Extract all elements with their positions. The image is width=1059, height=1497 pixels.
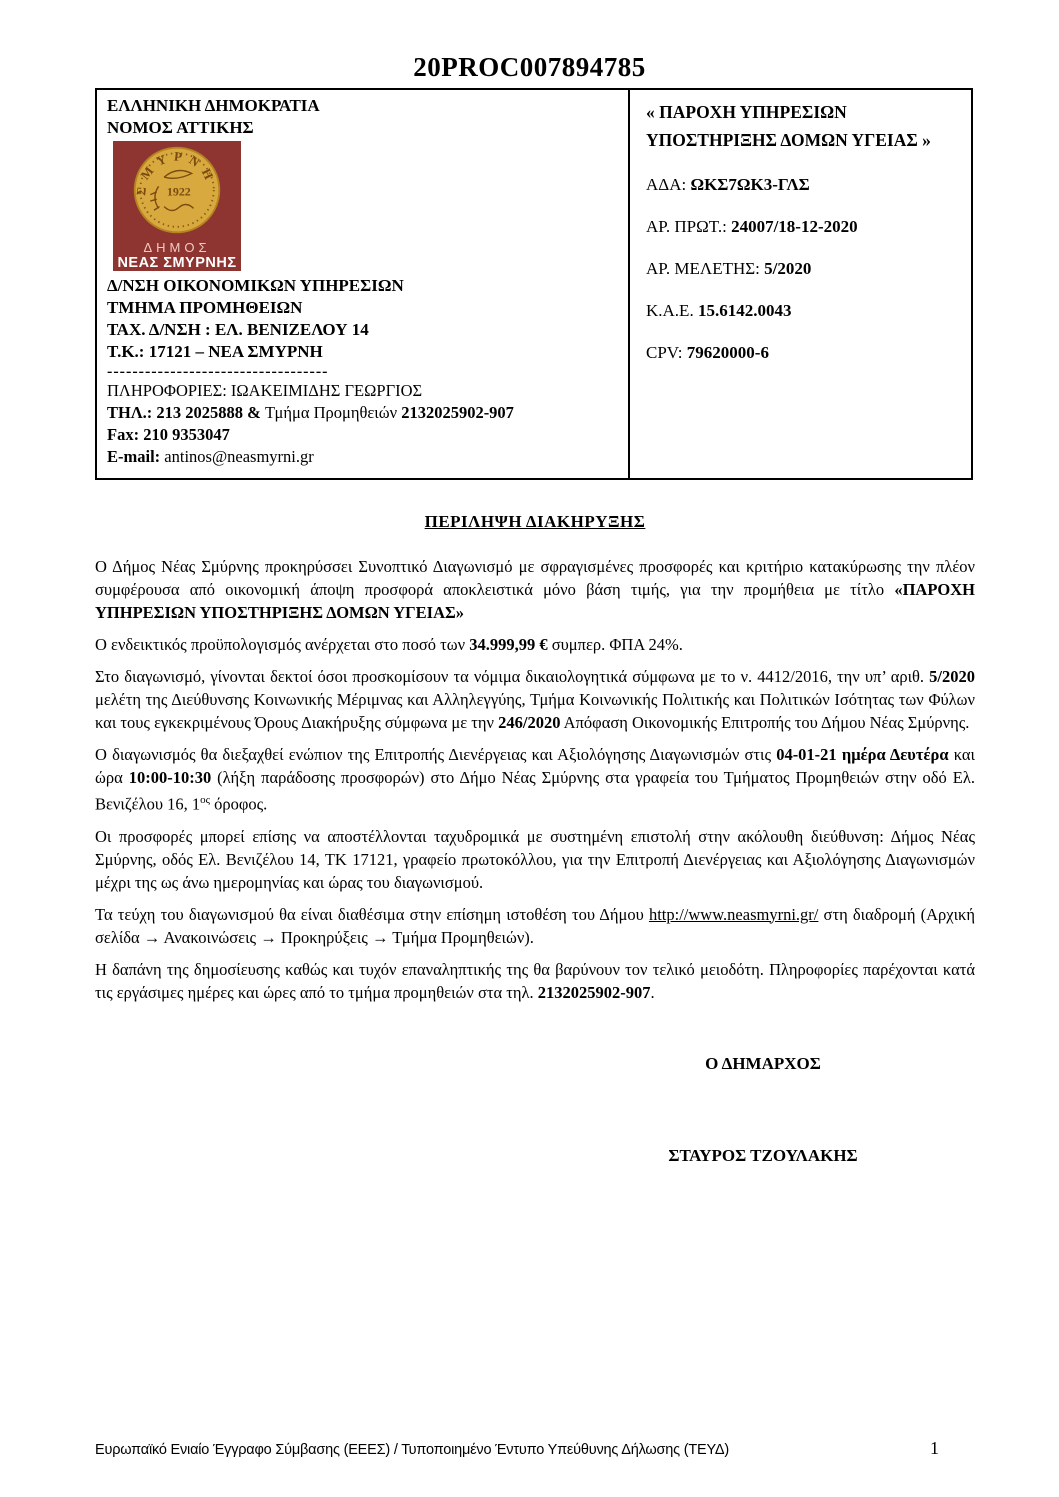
- department-line-1: Δ/ΝΣΗ ΟΙΚΟΝΟΜΙΚΩΝ ΥΠΗΡΕΣΙΩΝ: [107, 276, 404, 295]
- email-line: [107, 446, 618, 468]
- signatory-name: ΣΤΑΥΡΟΣ ΤΖΟΥΛΑΚΗΣ: [668, 1145, 858, 1165]
- text-segment: συμπερ. ΦΠΑ 24%.: [547, 635, 683, 654]
- text-segment: .: [650, 982, 655, 1002]
- ada-value: ΩΚΣ7ΩΚ3-ΓΛΣ: [690, 175, 810, 194]
- text-segment: ΤΗΛ.: 213 2025888 &: [107, 403, 266, 422]
- ada-label: ΑΔΑ:: [646, 175, 691, 194]
- municipality-logo: [113, 141, 241, 271]
- cpv-field: [646, 342, 957, 364]
- text-segment: Οι προσφορές μπορεί επίσης να αποστέλλονται ταχυδρομικά με συστημένη επιστολή στην ακόλουθη διεύθυνση: Δήμος Νέας Σμύρνης, οδός Ελ. Βενιζέλου 14, ΤΚ 17121, γραφείο πρωτοκόλλου, για την Επιτροπή Διενέργειας και Αξιολόγησης Διαγωνισμών μέχρι της ως άνω ημερομηνίας και ώρας του διαγωνισμού.: [95, 826, 975, 892]
- page-footer: [95, 1438, 975, 1459]
- text-segment: (λήξη παράδοσης προσφορών) στο Δήμο Νέας Σμύρνης στα γραφεία του Τμήματος Προμηθειών στην οδό Ελ. Βενιζέλου 16, 1: [95, 768, 975, 814]
- paragraph-announcement: [95, 555, 975, 624]
- kae-value: 15.6142.0043: [697, 301, 792, 320]
- text-segment: και ώρα: [95, 745, 975, 787]
- cpv-value: 79620000-6: [686, 343, 769, 362]
- paragraph-publication-cost: [95, 958, 975, 1004]
- postal-code-line: Τ.Κ.: 17121 – ΝΕΑ ΣΜΥΡΝΗ: [107, 342, 323, 361]
- signatory-title: Ο ΔΗΜΑΡΧΟΣ: [705, 1053, 821, 1073]
- protocol-value: 24007/18-12-2020: [731, 217, 858, 236]
- text-segment: Απόφαση Οικονομικής Επιτροπής του Δήμου Νέας Σμύρνης.: [560, 713, 970, 732]
- signature-block: [598, 1054, 928, 1166]
- text-segment: Τμήμα Προμηθειών: [265, 403, 402, 422]
- cpv-label: CPV:: [646, 343, 687, 362]
- text-segment: 10:00-10:30: [128, 768, 212, 787]
- paragraph-mail-submission: [95, 825, 975, 894]
- text-segment: Στο διαγωνισμό, γίνονται δεκτοί όσοι προσκομίσουν τα νόμιμα δικαιολογητικά σύμφωνα με το ν. 4412/2016, την υπ’ αριθ.: [95, 667, 930, 686]
- header-left-cell: [97, 90, 630, 478]
- tender-subject: [646, 98, 957, 154]
- authority-line-1: ΕΛΛΗΝΙΚΗ ΔΗΜΟΚΡΑΤΙΑ: [107, 96, 320, 115]
- contact-person-line: ΠΛΗΡΟΦΟΡΙΕΣ: ΙΩΑΚΕΙΜΙΔΗΣ ΓΕΩΡΓΙΟΣ: [107, 381, 423, 400]
- content-area: [95, 88, 975, 1166]
- tender-subject-line-2: ΥΠΟΣΤΗΡΙΞΗΣ ΔΟΜΩΝ ΥΓΕΙΑΣ »: [646, 130, 931, 150]
- header-right-cell: [630, 90, 971, 478]
- coin-emblem-icon: [131, 144, 223, 236]
- text-segment: 2132025902-907: [537, 982, 651, 1002]
- page-number: 1: [930, 1438, 939, 1458]
- paragraph-documents-online: [95, 903, 975, 949]
- kae-field: [646, 300, 957, 322]
- body-text: [95, 555, 975, 1004]
- dashed-divider: -----------------------------------: [107, 363, 329, 380]
- text-segment: «ΠΑΡΟΧΗ ΥΠΗΡΕΣΙΩΝ ΥΠΟΣΤΗΡΙΞΗΣ ΔΟΜΩΝ ΥΓΕΙΑΣ»: [95, 580, 975, 622]
- text-segment: Ο διαγωνισμός θα διεξαχθεί ενώπιον της Επιτροπής Διενέργειας και Αξιολόγησης Διαγωνισμών στις: [95, 745, 777, 764]
- phone-line: [107, 402, 618, 424]
- text-segment: Ο ενδεικτικός προϋπολογισμός ανέρχεται στο ποσό των: [95, 635, 470, 654]
- coin-year: 1922: [166, 184, 191, 199]
- section-heading: ΠΕΡΙΛΗΨΗ ΔΙΑΚΗΡΥΞΗΣ: [424, 512, 646, 531]
- text-segment: όροφος.: [210, 794, 268, 814]
- study-number-value: 5/2020: [764, 259, 812, 278]
- text-segment: 246/2020: [498, 713, 561, 732]
- paragraph-eligibility: [95, 665, 975, 734]
- department-line-2: ΤΜΗΜΑ ΠΡΟΜΗΘΕΙΩΝ: [107, 298, 303, 317]
- paragraph-budget: [95, 633, 975, 656]
- paragraph-date-time: [95, 743, 975, 816]
- text-segment: E-mail:: [107, 447, 165, 466]
- logo-municipality-name: ΝΕΑΣ ΣΜΥΡΝΗΣ: [117, 255, 237, 271]
- protocol-label: ΑΡ. ΠΡΩΤ.:: [646, 217, 732, 236]
- ada-field: [646, 174, 957, 196]
- ordinal-superscript: ος: [200, 794, 210, 806]
- logo-municipality-word: ΔΗΜΟΣ: [143, 240, 211, 255]
- text-segment: Fax: 210 9353047: [107, 425, 230, 444]
- website-link[interactable]: http://www.neasmyrni.gr/: [648, 904, 819, 924]
- text-segment: Η δαπάνη της δημοσίευσης καθώς και τυχόν επαναληπτικής της θα βαρύνουν τον τελικό μειοδότη. Πληροφορίες παρέχονται κατά τις εργάσιμες ημέρες και ώρες από το τμήμα προμηθειών στα τηλ.: [95, 959, 975, 1002]
- study-number-field: [646, 258, 957, 280]
- study-number-label: ΑΡ. ΜΕΛΕΤΗΣ:: [646, 259, 765, 278]
- authority-line-2: ΝΟΜΟΣ ΑΤΤΙΚΗΣ: [107, 118, 254, 137]
- tender-subject-line-1: « ΠΑΡΟΧΗ ΥΠΗΡΕΣΙΩΝ: [646, 102, 847, 122]
- text-segment: 2132025902-907: [401, 403, 514, 422]
- document-id: 20PROC007894785: [413, 52, 646, 82]
- postal-address-line: ΤΑΧ. Δ/ΝΣΗ : ΕΛ. ΒΕΝΙΖΕΛΟΥ 14: [107, 320, 369, 339]
- text-segment: 5/2020: [929, 667, 975, 686]
- text-segment: 04-01-21 ημέρα Δευτέρα: [776, 745, 949, 764]
- text-segment: Τα τεύχη του διαγωνισμού θα είναι διαθέσιμα στην επίσημη ιστοθέση του Δήμου: [95, 904, 649, 924]
- kae-label: Κ.Α.Ε.: [646, 301, 698, 320]
- header-table: [95, 88, 973, 480]
- email-address: antinos@neasmyrni.gr: [164, 447, 314, 466]
- protocol-field: [646, 216, 957, 238]
- text-segment: μελέτη της Διεύθυνσης Κοινωνικής Μέριμνας και Αλληλεγγύης, Τμήμα Κοινωνικής Πολιτικής και Πολιτικών Ισότητας των Φύλων και τους εγκεκριμένους Όρους Διακήρυξης σύμφωνα με την: [95, 690, 975, 732]
- text-segment: Ο Δήμος Νέας Σμύρνης προκηρύσσει Συνοπτικό Διαγωνισμό με σφραγισμένες προσφορές και κριτήριο κατακύρωσης την πλέον συμφέρουσα από οικονομική άποψη προσφορά αποκλειστικά μόνο βάση τιμής, για την προμήθεια με τίτλο: [95, 557, 975, 599]
- fax-line: [107, 424, 618, 446]
- footer-document-type: Ευρωπαϊκό Ενιαίο Έγγραφο Σύμβασης (ΕΕΕΣ) / Τυποποιημένο Έντυπο Υπεύθυνης Δήλωσης (ΤΕΥΔ): [95, 1442, 730, 1458]
- coin-rim-text: ΣΜΥΡΝΗ: [134, 149, 219, 197]
- text-segment: στη διαδρομή (Αρχική σελίδα → Ανακοινώσεις → Προκηρύξεις → Τμήμα Προμηθειών).: [95, 904, 975, 947]
- text-segment: 34.999,99 €: [469, 635, 548, 654]
